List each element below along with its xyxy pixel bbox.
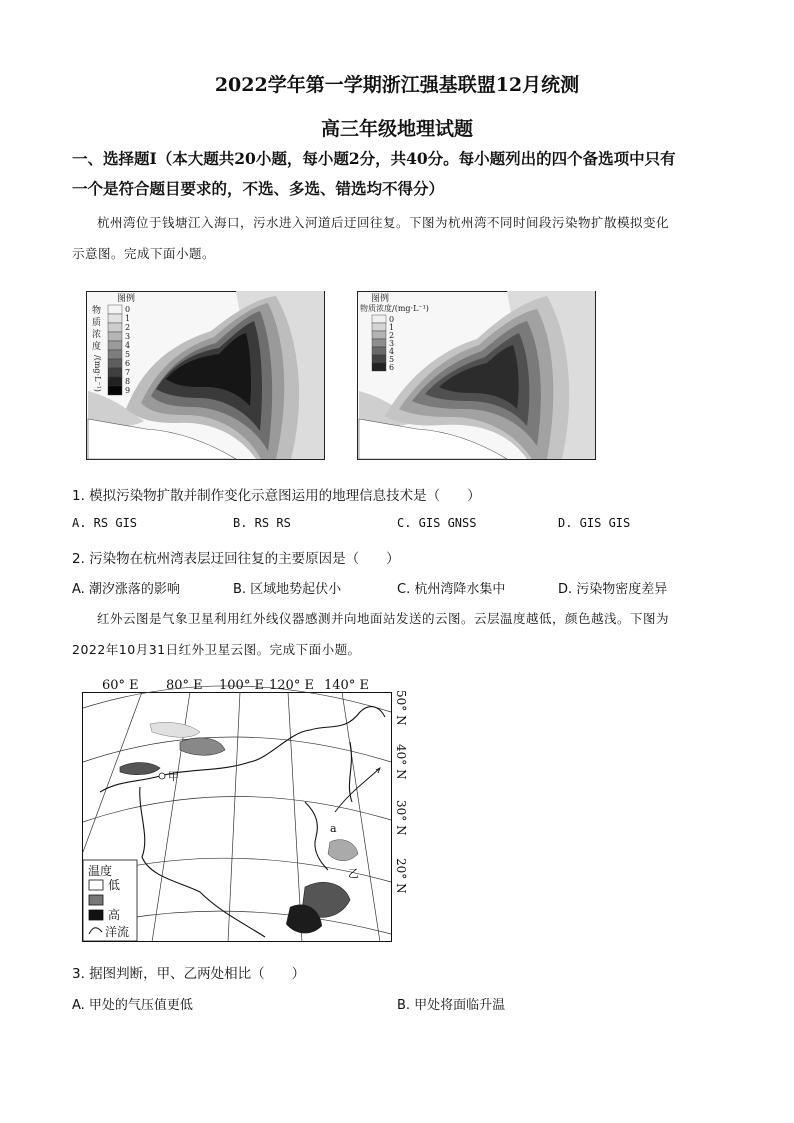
right-legend-title: 图例 <box>371 294 390 304</box>
question-2-stem: 2. 污染物在杭州湾表层迂回往复的主要原因是（ ） <box>72 551 400 567</box>
place-label-jia: 甲 <box>168 770 179 783</box>
lat-label-50n: 50° N <box>394 690 408 726</box>
question-1-stem: 1. 模拟污染物扩散并制作变化示意图运用的地理信息技术是（ ） <box>72 488 481 504</box>
lat-label-40n: 40° N <box>394 744 408 780</box>
left-legend-value: 4 <box>125 341 131 350</box>
left-legend-value: 5 <box>125 350 131 359</box>
right-legend-value: 1 <box>389 323 395 332</box>
intro1-line2: 示意图。完成下面小题。 <box>72 246 216 261</box>
question-3-option-b[interactable]: B. 甲处将面临升温 <box>397 998 506 1013</box>
legend-title: 温度 <box>88 864 113 878</box>
pollution-map-left <box>86 291 326 461</box>
map-legend <box>83 860 137 941</box>
left-legend-value: 1 <box>125 314 131 323</box>
intro-paragraph-2 <box>72 603 722 665</box>
intro2-line2: 2022年10月31日红外卫星云图。完成下面小题。 <box>72 642 361 657</box>
left-legend-value: 6 <box>125 359 131 368</box>
question-3-option-a[interactable]: A. 甲处的气压值更低 <box>72 998 193 1013</box>
question-1-option-d[interactable]: D. GIS GIS <box>558 516 631 530</box>
question-2-option-a[interactable]: A. 潮汐涨落的影响 <box>72 582 180 597</box>
legend-current: 洋流 <box>105 925 130 939</box>
page-title: 2022学年第一学期浙江强基联盟12月统测 <box>214 74 580 96</box>
left-legend <box>92 292 135 395</box>
question-1-option-c[interactable]: C. GIS GNSS <box>397 516 477 530</box>
right-legend-value: 0 <box>389 315 395 324</box>
section-heading-line2: 一个是符合题目要求的，不选、多选、错选均不得分） <box>72 179 445 198</box>
question-1-option-b[interactable]: B. RS RS <box>233 516 291 530</box>
satellite-cloud-map <box>80 672 420 944</box>
section-heading <box>72 144 732 204</box>
left-legend-value: 7 <box>125 368 131 377</box>
left-legend-value: 3 <box>125 332 131 341</box>
lon-label-140e: 140° E <box>324 678 369 693</box>
right-legend-value: 5 <box>389 355 395 364</box>
pollution-map-right <box>357 291 597 461</box>
lat-label-30n: 30° N <box>394 800 408 836</box>
right-legend-value: 2 <box>389 331 395 340</box>
place-label-yi: 乙 <box>348 867 359 880</box>
left-legend-label-1: 物 <box>92 306 102 316</box>
question-2-option-c[interactable]: C. 杭州湾降水集中 <box>397 582 506 597</box>
left-legend-label-2: 质 <box>92 318 102 328</box>
lat-label-20n: 20° N <box>394 858 408 894</box>
question-3-stem: 3. 据图判断，甲、乙两处相比（ ） <box>72 966 306 982</box>
question-1-option-a[interactable]: A. RS GIS <box>72 516 138 530</box>
left-legend-value: 2 <box>125 323 131 332</box>
left-legend-label-3: 浓 <box>92 330 102 340</box>
lon-label-120e: 120° E <box>269 678 314 693</box>
right-legend-value: 3 <box>389 339 395 348</box>
place-label-a: a <box>330 822 337 835</box>
lon-label-80e: 80° E <box>166 678 203 693</box>
legend-high: 高 <box>108 908 121 922</box>
left-legend-value: 9 <box>125 386 131 395</box>
lon-label-60e: 60° E <box>102 678 139 693</box>
intro2-line1: 红外云图是气象卫星利用红外线仪器感测并向地面站发送的云图。云层温度越低，颜色越浅。下图为 <box>97 611 670 626</box>
page-subtitle: 高三年级地理试题 <box>320 118 473 140</box>
right-legend-label: 物质浓度/(mg·L⁻¹) <box>360 304 429 313</box>
right-legend-value: 6 <box>389 363 395 372</box>
lon-label-100e: 100° E <box>219 678 264 693</box>
left-legend-title: 图例 <box>117 294 136 304</box>
question-2-option-d[interactable]: D. 污染物密度差异 <box>558 582 668 597</box>
left-legend-label-5: /(mg·L⁻¹) <box>93 355 102 392</box>
question-2-option-b[interactable]: B. 区域地势起伏小 <box>233 582 342 597</box>
left-legend-value: 0 <box>125 305 131 314</box>
right-legend-value: 4 <box>389 347 395 356</box>
intro-paragraph-1 <box>72 207 722 269</box>
intro1-line1: 杭州湾位于钱塘江入海口，污水进入河道后迂回往复。下图为杭州湾不同时间段污染物扩散模拟变化 <box>97 215 670 230</box>
left-legend-value: 8 <box>125 377 131 386</box>
left-legend-label-4: 度 <box>92 342 102 352</box>
section-heading-line1: 一、选择题Ⅰ（本大题共20小题，每小题2分，共40分。每小题列出的四个备选项中只有 <box>72 149 676 168</box>
legend-low: 低 <box>108 878 121 892</box>
